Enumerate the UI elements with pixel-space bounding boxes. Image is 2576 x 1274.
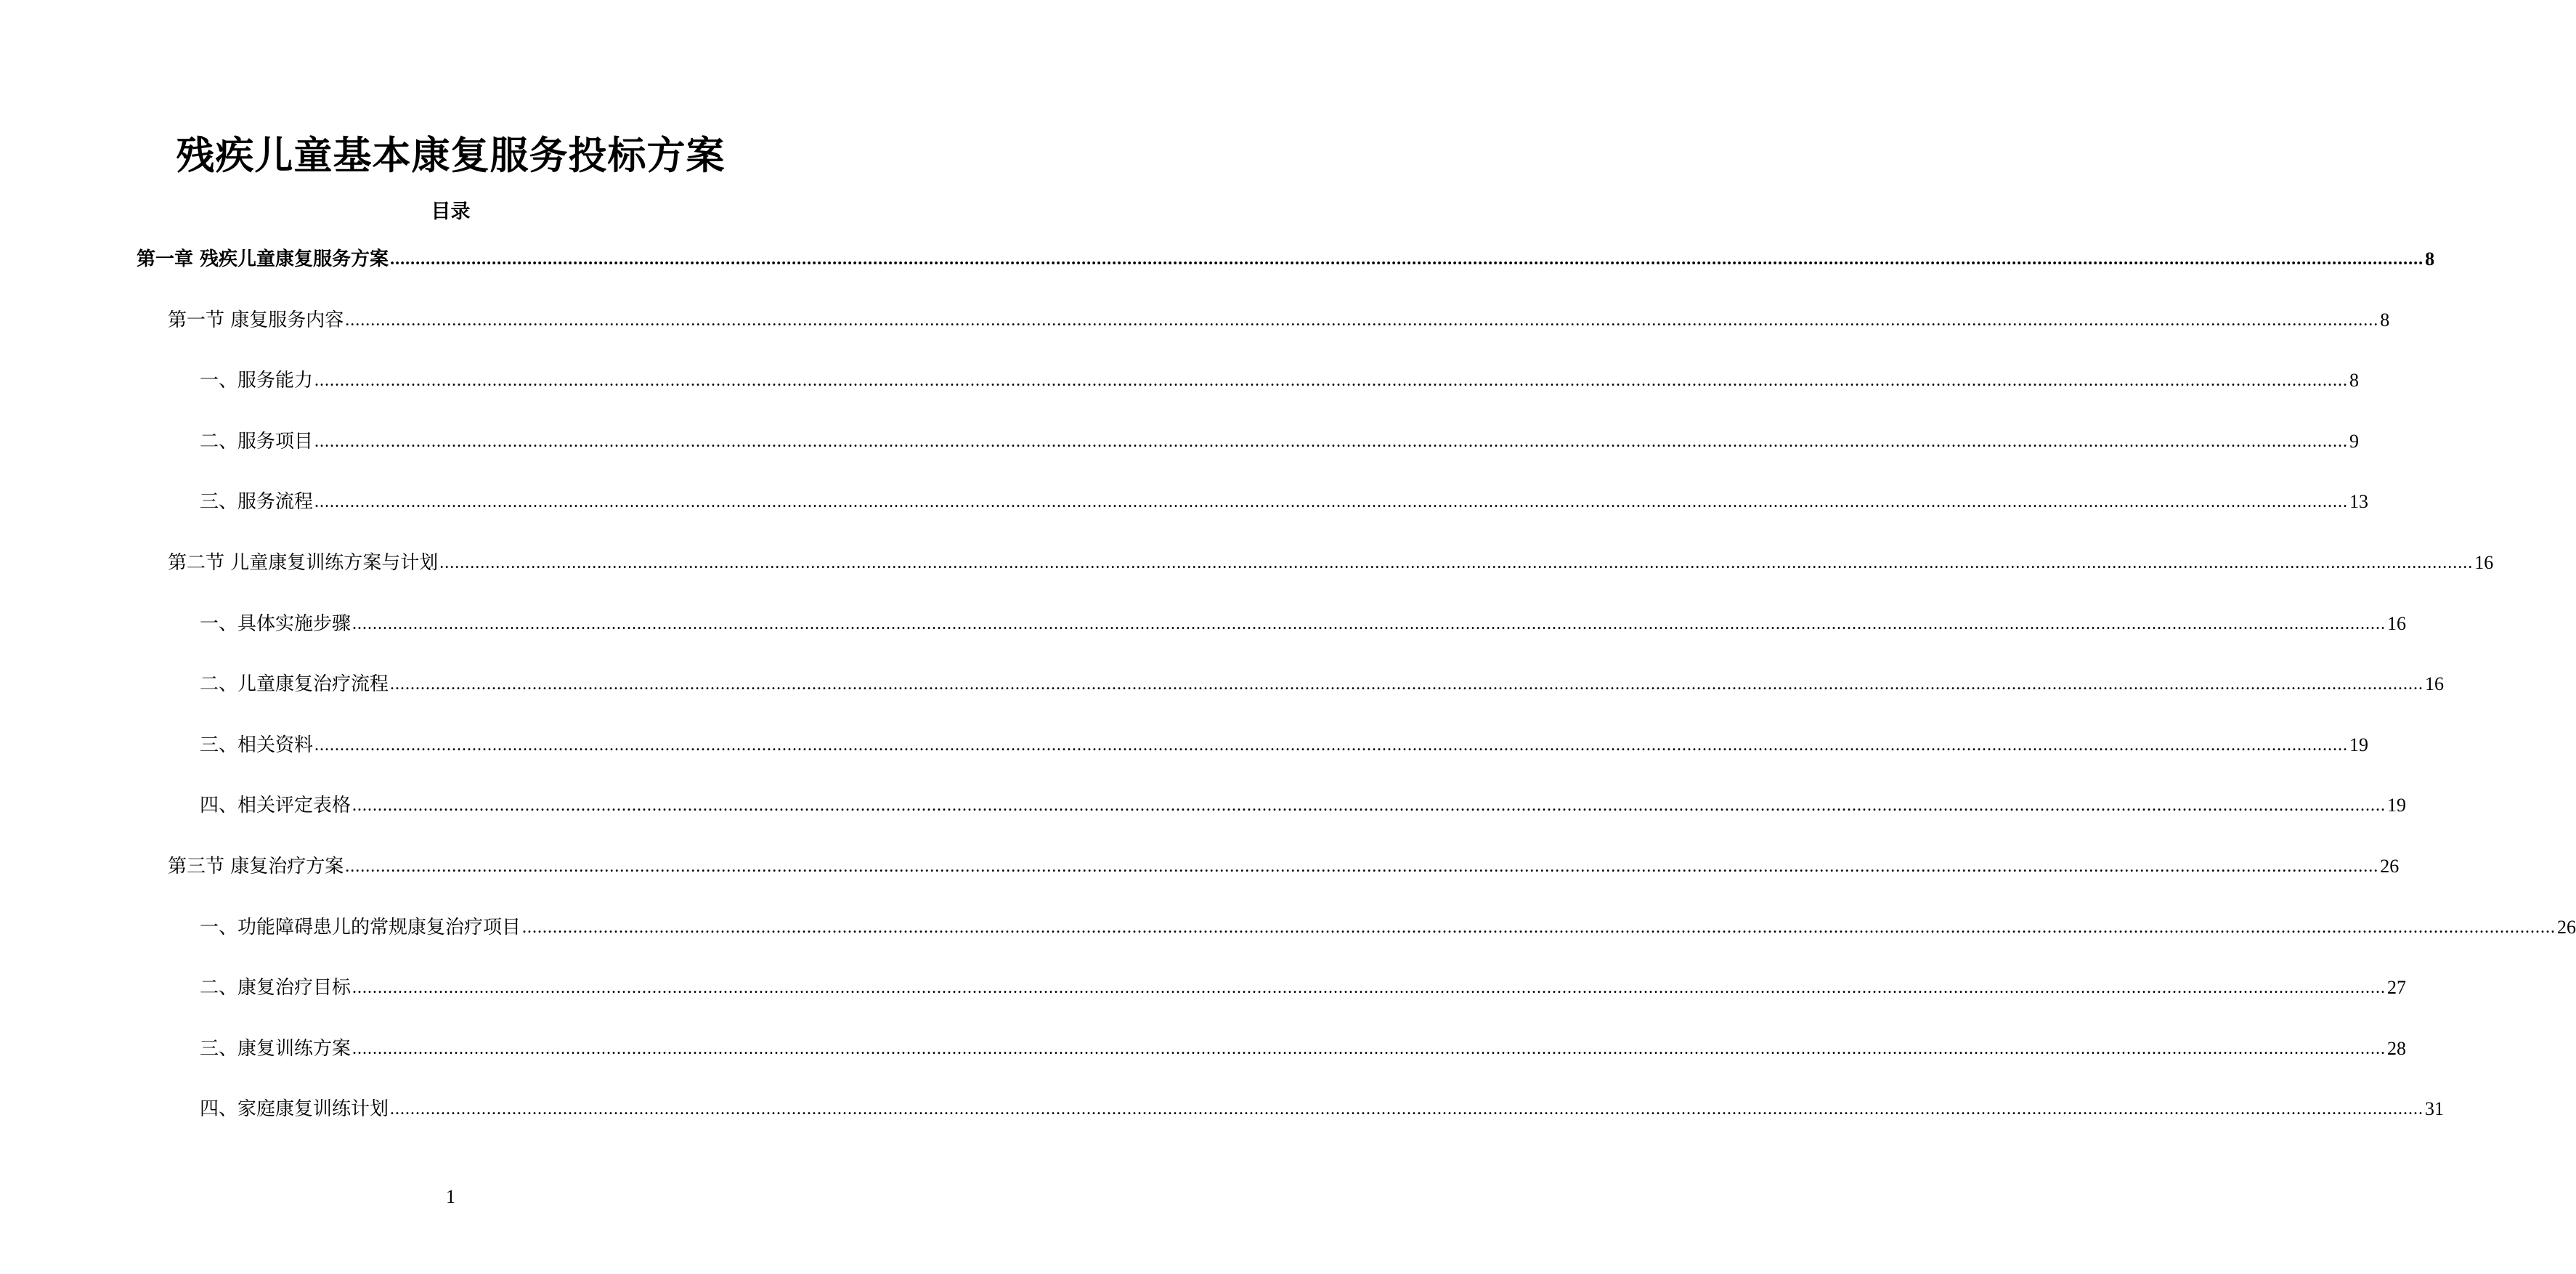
toc-entry[interactable] <box>200 1093 2445 1125</box>
toc-entry-label: 一、具体实施步骤 <box>200 612 352 635</box>
toc-entry[interactable] <box>200 668 2445 700</box>
toc-entry[interactable] <box>168 851 2400 883</box>
toc-entry[interactable] <box>200 608 2407 640</box>
toc-entry-page: 27 <box>2387 977 2407 999</box>
toc-entry-label: 第一节 康复服务内容 <box>168 309 344 331</box>
toc-entry-label: 二、服务项目 <box>200 430 314 453</box>
toc-leader-dots: ................................................................................................................................................................................................................................................................................................................................................................................................................ <box>352 796 2386 816</box>
toc-entry-label: 三、服务流程 <box>200 491 314 514</box>
document-title: 残疾儿童基本康复服务投标方案 <box>176 134 726 178</box>
toc-leader-dots: ................................................................................................................................................................................................................................................................................................................................................................................................................ <box>390 250 2424 269</box>
toc-entry[interactable] <box>200 729 2369 761</box>
toc-entry[interactable] <box>200 790 2407 821</box>
toc-entry-page: 16 <box>2474 552 2494 573</box>
toc-entry[interactable] <box>200 365 2360 397</box>
toc-entry-page: 8 <box>2349 370 2360 391</box>
toc-entry-page: 8 <box>2425 248 2435 269</box>
toc-entry-label: 第二节 儿童康复训练方案与计划 <box>168 552 439 574</box>
toc-entry-label: 第一章 残疾儿童康复服务方案 <box>137 248 389 270</box>
toc-entry-page: 9 <box>2349 430 2360 452</box>
toc-entry[interactable] <box>137 243 2435 275</box>
toc-entry-label: 三、康复训练方案 <box>200 1037 352 1060</box>
toc-entry[interactable] <box>168 547 2494 579</box>
toc-entry-page: 16 <box>2387 612 2407 634</box>
toc-entry-label: 二、儿童康复治疗流程 <box>200 673 389 696</box>
toc-leader-dots: ................................................................................................................................................................................................................................................................................................................................................................................................................ <box>390 675 2424 694</box>
toc-entry-label: 三、相关资料 <box>200 734 314 756</box>
toc-entry[interactable] <box>200 912 2576 944</box>
toc-entry-label: 四、相关评定表格 <box>200 795 352 817</box>
toc-leader-dots: ................................................................................................................................................................................................................................................................................................................................................................................................................ <box>314 735 2349 755</box>
toc-entry-page: 13 <box>2349 491 2369 513</box>
toc-entry-label: 第三节 康复治疗方案 <box>168 856 344 877</box>
toc-entry-page: 28 <box>2387 1037 2407 1059</box>
toc-leader-dots: ................................................................................................................................................................................................................................................................................................................................................................................................................ <box>345 310 2379 330</box>
toc-entry[interactable] <box>200 972 2407 1004</box>
toc-leader-dots: ................................................................................................................................................................................................................................................................................................................................................................................................................ <box>314 431 2349 451</box>
toc-entry-page: 19 <box>2349 734 2369 755</box>
toc-entry[interactable] <box>200 1033 2407 1065</box>
page-number: 1 <box>446 1186 455 1207</box>
toc-leader-dots: ................................................................................................................................................................................................................................................................................................................................................................................................................ <box>352 614 2386 633</box>
toc-leader-dots: ................................................................................................................................................................................................................................................................................................................................................................................................................ <box>522 917 2556 937</box>
toc-entry-page: 16 <box>2425 673 2445 695</box>
toc-entry-page: 19 <box>2387 795 2407 816</box>
toc-leader-dots: ................................................................................................................................................................................................................................................................................................................................................................................................................ <box>390 1100 2424 1119</box>
toc-entry[interactable] <box>200 486 2369 518</box>
toc-entry-page: 31 <box>2425 1098 2445 1120</box>
toc-entry-label: 四、家庭康复训练计划 <box>200 1098 389 1121</box>
toc-leader-dots: ................................................................................................................................................................................................................................................................................................................................................................................................................ <box>439 553 2474 572</box>
toc-leader-dots: ................................................................................................................................................................................................................................................................................................................................................................................................................ <box>314 371 2349 391</box>
toc-entry-label: 一、功能障碍患儿的常规康复治疗项目 <box>200 916 521 938</box>
toc-entry-page: 8 <box>2380 309 2390 330</box>
toc-entry-page: 26 <box>2380 856 2400 877</box>
toc-entry[interactable] <box>168 304 2390 336</box>
toc-entry-label: 二、康复治疗目标 <box>200 977 352 999</box>
toc-leader-dots: ................................................................................................................................................................................................................................................................................................................................................................................................................ <box>314 492 2349 512</box>
toc-leader-dots: ................................................................................................................................................................................................................................................................................................................................................................................................................ <box>345 857 2379 876</box>
toc-leader-dots: ................................................................................................................................................................................................................................................................................................................................................................................................................ <box>352 978 2386 998</box>
toc-entry[interactable] <box>200 426 2360 458</box>
toc-leader-dots: ................................................................................................................................................................................................................................................................................................................................................................................................................ <box>352 1039 2386 1058</box>
toc-entry-label: 一、服务能力 <box>200 370 314 392</box>
toc-heading: 目录 <box>431 200 471 223</box>
toc-entry-page: 26 <box>2557 916 2576 938</box>
